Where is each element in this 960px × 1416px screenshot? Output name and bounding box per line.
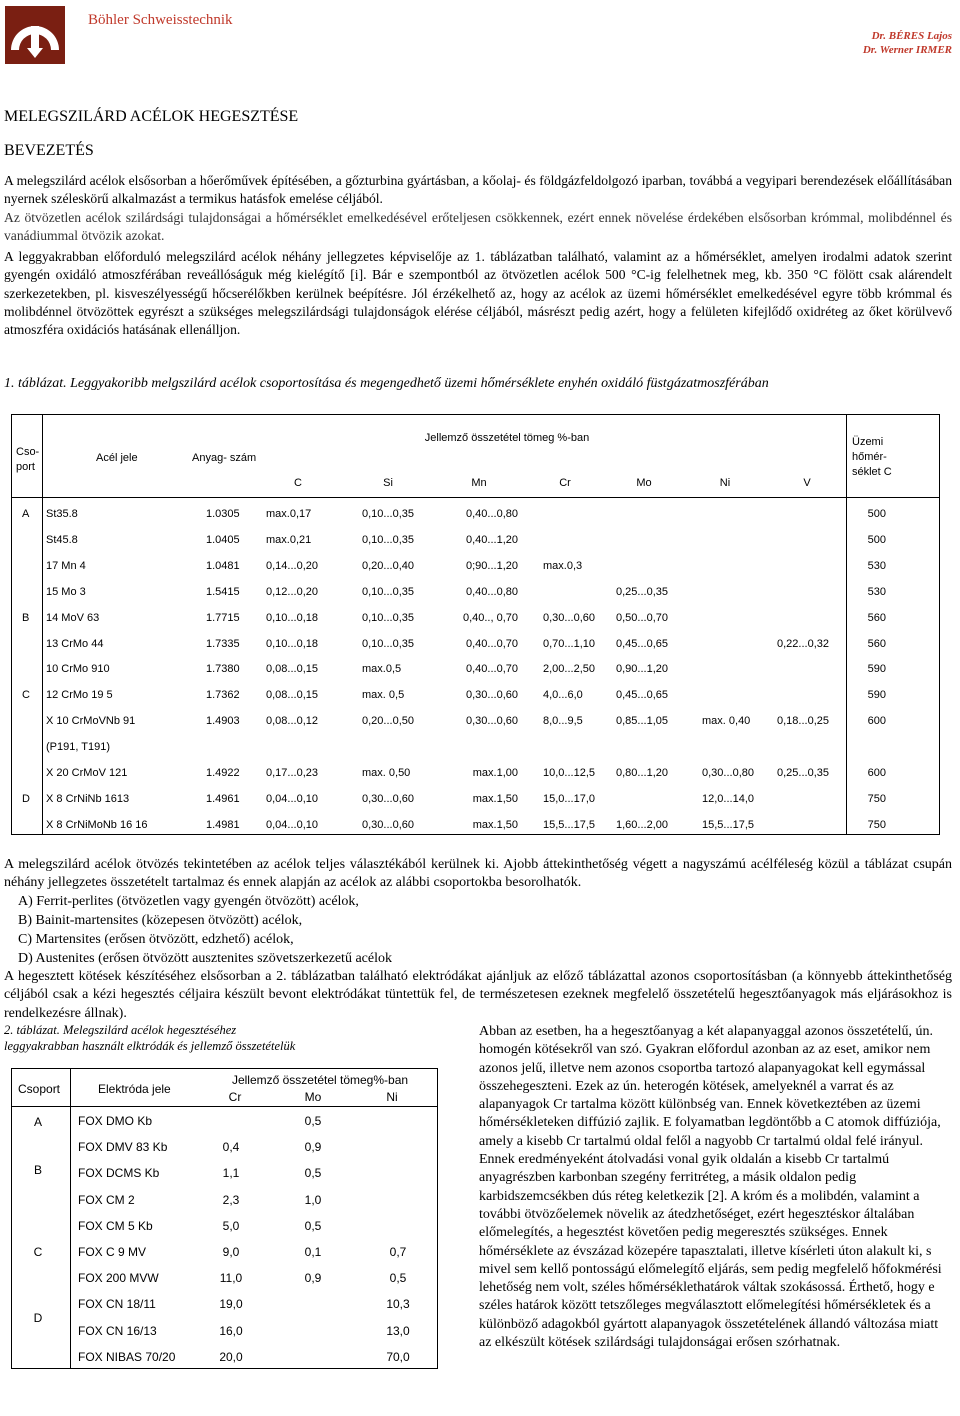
list-item: A) Ferrit-perlites (ötvözetlen vagy gyengén ötvözött) acélok, xyxy=(18,894,359,909)
table1-cell-material: 1.0405 xyxy=(206,533,240,546)
table2-cell-electrode: FOX C 9 MV xyxy=(78,1245,147,1259)
table1-cell-v: 0,22...0,32 xyxy=(777,637,829,650)
table1-cell-v: 0,18...0,25 xyxy=(777,715,829,728)
table1-cell-c: 0,10...0,18 xyxy=(266,637,318,650)
table1-header-material: Anyag- szám xyxy=(192,452,257,464)
table1-cell-temp: 590 xyxy=(867,689,886,702)
table1-cell-steel: St35.8 xyxy=(46,508,78,520)
table2-header-ni: Ni xyxy=(386,1090,398,1104)
table2-cell-electrode: FOX NIBAS 70/20 xyxy=(78,1349,176,1364)
table1-header-c: C xyxy=(294,477,302,489)
table1-cell-c: 0,04...0,10 xyxy=(266,792,318,805)
table1-cell-si: max. 0,5 xyxy=(362,689,405,702)
table1-cell-mn: 0,40...1,20 xyxy=(466,533,518,546)
table2-cell-cr: 2,3 xyxy=(222,1192,240,1207)
authors xyxy=(863,29,952,57)
table1-cell-mn: 0,40...0,80 xyxy=(466,585,518,598)
table2-cell-mo: 1,0 xyxy=(304,1192,322,1207)
table1-cell-ni: max. 0,40 xyxy=(702,715,751,728)
table1-cell-v: 0,25...0,35 xyxy=(777,767,829,779)
table1-cell-temp: 590 xyxy=(867,663,886,676)
table2-cell-ni: 0,5 xyxy=(389,1271,407,1286)
table2-caption: 2. táblázat. Melegszilárd acélok hegesztéséhez leggyakrabban használt elktródák és jellemző összetételük xyxy=(4,1023,296,1053)
table1-cell-si: 0,30...0,60 xyxy=(362,818,414,831)
table1-cell-material: 1.5415 xyxy=(206,585,240,598)
table1-cell-temp: 600 xyxy=(867,767,886,779)
table1-cell-temp: 530 xyxy=(867,585,886,598)
table1-cell-cr: 8,0...9,5 xyxy=(543,715,583,728)
table1-cell-temp: 560 xyxy=(867,611,886,624)
table1-cell-group: A xyxy=(22,508,30,520)
table1-cell-c: 0,08...0,12 xyxy=(266,715,318,728)
section-heading: BEVEZETÉS xyxy=(4,142,94,159)
table1-cell-steel: St45.8 xyxy=(46,533,78,546)
table1-cell-c: 0,08...0,15 xyxy=(266,689,318,702)
table1-cell-temp: 750 xyxy=(867,818,886,831)
table1-cell-si: 0,10...0,35 xyxy=(362,508,414,520)
table2-cell-cr: 20,0 xyxy=(219,1349,243,1364)
table2-cell-cr: 11,0 xyxy=(219,1271,243,1286)
table1-cell-material: 1.7715 xyxy=(206,611,240,624)
table1-cell-group: B xyxy=(22,611,30,624)
table1-cell-si: 0,10...0,35 xyxy=(362,533,414,546)
table1-cell-material: 1.4903 xyxy=(206,715,240,728)
table2-header-cr: Cr xyxy=(228,1090,242,1104)
table1-cell-mn: max.1,50 xyxy=(472,792,518,805)
table1-cell-mo: 0,90...1,20 xyxy=(616,663,668,676)
table1-cell-steel: 17 Mn 4 xyxy=(46,559,86,572)
table1-header-mo: Mo xyxy=(636,477,652,489)
table1-header-divider xyxy=(12,497,939,498)
paragraph-5: A hegesztett kötések készítéséhez elsősorban a 2. táblázatban található elektródákat ajánljuk az előző táblázattal azonos csoportosításban (a könnyebb áttekinthetőség céljából csak a kézi hegesztés céljaira készült bevont elektródákat tüntettük fel, de természetesen ezeknek megfelelő összetételű hegesztőanyagok más eljárásokhoz is rendelkezésre állnak). xyxy=(4,969,952,1021)
table1-cell-temp: 600 xyxy=(867,715,886,728)
table1-cell-cr: 10,0...12,5 xyxy=(543,767,595,779)
table1-cell-ni: 0,30...0,80 xyxy=(702,767,754,779)
table1-cell-cr: 0,30...0,60 xyxy=(543,611,595,624)
table1-cell-temp: 750 xyxy=(867,792,886,805)
table2-cell-electrode: FOX CN 16/13 xyxy=(78,1323,157,1338)
table1-cell-c: 0,12...0,20 xyxy=(266,585,318,598)
table1-cell-mn: max.1,50 xyxy=(472,818,518,831)
table2-cell-electrode: FOX CM 5 Kb xyxy=(78,1218,153,1233)
table1-cell-material: 1.4961 xyxy=(206,792,240,805)
list-item: D) Austenites (erősen ötvözött ausztenites szövetszerkezetű acélok xyxy=(18,951,392,966)
table1-cell-steel: X 8 CrNiMoNb 16 16 xyxy=(46,818,148,831)
table2-cell-cr: 5,0 xyxy=(222,1218,240,1233)
table1-header-composition: Jellemző összetétel tömeg %-ban xyxy=(424,432,590,444)
table1-cell-mo: 0,85...1,05 xyxy=(616,715,668,728)
table1-cell-cr: 15,5...17,5 xyxy=(543,818,595,831)
table2-cell-mo: 0,9 xyxy=(304,1271,322,1286)
table1-cell-steel: 12 CrMo 19 5 xyxy=(46,689,113,702)
table1-cell-si: 0,30...0,60 xyxy=(362,792,414,805)
table1-cell-mn: 0,40...0,80 xyxy=(466,508,518,520)
table2-cell-group: B xyxy=(33,1163,43,1177)
table2-header-group: Csoport xyxy=(18,1082,61,1096)
table1-col-divider xyxy=(846,415,847,834)
table1-caption xyxy=(4,376,769,392)
table1-cell-temp: 500 xyxy=(867,508,886,520)
table2-cell-ni: 0,7 xyxy=(389,1245,407,1259)
table1-cell-si: 0,10...0,35 xyxy=(362,637,414,650)
table1-cell-c: 0,10...0,18 xyxy=(266,611,318,624)
table2-col-divider xyxy=(70,1069,71,1368)
table2-cell-ni: 10,3 xyxy=(386,1297,410,1312)
table1-cell-material: 1.4981 xyxy=(206,818,240,831)
table2-header-mo: Mo xyxy=(304,1090,322,1104)
table1-cell-si: 0,20...0,40 xyxy=(362,559,414,572)
table1-cell-material: 1.0305 xyxy=(206,508,240,520)
table1-cell-mo: 0,80...1,20 xyxy=(616,767,668,779)
list-item: C) Martensites (erősen ötvözött, edzhető) acélok, xyxy=(18,932,294,947)
table1-cell-ni: 12,0...14,0 xyxy=(702,792,754,805)
table2-cell-electrode: FOX DCMS Kb xyxy=(78,1166,160,1181)
group-list xyxy=(18,892,392,968)
table1-cell-temp: 560 xyxy=(867,637,886,650)
electrode-table xyxy=(11,1068,438,1369)
table2-cell-ni: 70,0 xyxy=(386,1349,410,1364)
table1-cell-si: 0,10...0,35 xyxy=(362,585,414,598)
table1-cell-mo: 0,50...0,70 xyxy=(616,611,668,624)
table1-cell-steel: 13 CrMo 44 xyxy=(46,637,104,650)
table2-cell-electrode: FOX 200 MVW xyxy=(78,1271,159,1286)
table1-header-v: V xyxy=(803,477,811,489)
table2-cell-cr: 0,4 xyxy=(222,1140,240,1155)
table1-cell-si: max.0,5 xyxy=(362,663,402,676)
table1-header-temp: Üzemi hőmér- séklet C xyxy=(852,436,892,478)
table1-cell-mn: 0,40...0,70 xyxy=(466,637,518,650)
table1-cell-steel: 10 CrMo 910 xyxy=(46,663,110,676)
table1-cell-material: 1.7380 xyxy=(206,663,240,676)
table2-header-divider xyxy=(12,1106,437,1107)
table2-header-electrode: Elektróda jele xyxy=(98,1082,171,1096)
table1-cell-steel: 15 Mo 3 xyxy=(46,585,86,598)
table1-header-steel: Acél jele xyxy=(96,452,138,464)
table1-cell-material: 1.7335 xyxy=(206,637,240,650)
paragraph-2: Az ötvözetlen acélok szilárdsági tulajdonságai a hőmérséklet emelkedésével erőteljesen csökkennek, ezért ennek növelése érdekében elsősorban krómmal, molibdénnel és vanádiummal ötvözik azokat. xyxy=(4,210,952,244)
table1-cell-mo: 1,60...2,00 xyxy=(616,818,668,831)
table1-cell-mn: 0,30...0,60 xyxy=(466,689,518,702)
table1-cell-c: 0,17...0,23 xyxy=(266,767,318,779)
table1-caption-text: Leggyakoribb melgszilárd acélok csoportosítása és megengedhető üzemi hőmérséklete enyhén oxidáló füstgázatmoszférában xyxy=(70,376,769,391)
table1-cell-ni: 15,5...17,5 xyxy=(702,818,754,831)
table2-cell-group: C xyxy=(33,1245,43,1259)
table2-cell-mo: 0,5 xyxy=(304,1114,322,1128)
table2-cell-electrode: FOX DMV 83 Kb xyxy=(78,1140,168,1155)
table1-cell-si: max. 0,50 xyxy=(362,767,411,779)
table1-cell-group: D xyxy=(22,792,30,805)
paragraph-3: A leggyakrabban előforduló melegszilárd acélok néhány jellegzetes képviselője az 1. táblázatban található, valamint az a hőmérséklet, amelyen irodalmi adatok szerint gyengén oxidáló atmoszférában reveállóságuk még kielégítő [i]. Bár e szempontból az ötvözetlen acélok 500 °C-ig felelhetnek meg, kb. 350 °C fölött csak alárendelt szerkezetekben, pl. kisveszélyességű hőcserélőkben kerülnek beépítésre. Jól érzékelhető az, hogy az acélok az üzemi hőmérséklet emelkedésével egyre több krómmal és molibdénnel ötvözöttek egyrészt a szükséges melegszilárdsági tulajdonságok elérése céljából, másrészt pedig azért, hogy a felületen kifejlődő oxidréteg az őket körülvevő atmoszféra oxidációs hatásának ellenálljon. xyxy=(4,249,952,338)
paragraph-4: A melegszilárd acélok ötvözés tekintetében az acélok teljes választékából kerülnek ki. Ajobb áttekinthetőség végett a nagyszámú acélféleség közül a táblázat csupán néhány jellegzetes összetételt tartalmaz és ennek alapján az acélok az alábbi csoportokba besorolhatók. xyxy=(4,857,952,891)
table2-cell-cr: 16,0 xyxy=(219,1323,243,1338)
author-2: Dr. Werner IRMER xyxy=(862,44,952,56)
bohler-logo xyxy=(5,6,65,64)
table1-cell-mn: 0,40.., 0,70 xyxy=(462,611,518,624)
table1-cell-c: max.0,21 xyxy=(266,533,312,546)
table2-cell-ni: 13,0 xyxy=(386,1323,410,1338)
table1-cell-c: 0,14...0,20 xyxy=(266,559,318,572)
table1-cell-steel: (P191, T191) xyxy=(46,741,111,754)
table2-cell-group: D xyxy=(33,1311,43,1325)
table1-cell-mo: 0,45...0,65 xyxy=(616,689,668,702)
list-item: B) Bainit-martensites (közepesen ötvözött) acélok, xyxy=(18,913,303,928)
table1-cell-mn: 0,40...0,70 xyxy=(466,663,518,676)
table2-cell-mo: 0,9 xyxy=(304,1140,322,1155)
table1-cell-mo: 0,25...0,35 xyxy=(616,585,668,598)
table1-cell-c: max.0,17 xyxy=(266,508,312,520)
table1-caption-number: 1. táblázat. xyxy=(4,376,67,391)
steel-table xyxy=(11,414,940,835)
table1-cell-mn: 0,30...0,60 xyxy=(466,715,518,728)
table2-cell-cr: 1,1 xyxy=(222,1166,240,1181)
company-name: Böhler Schweisstechnik xyxy=(88,12,233,28)
table1-header-si: Si xyxy=(383,477,393,489)
table1-cell-mo: 0,45...0,65 xyxy=(616,637,668,650)
table2-cell-mo: 0,5 xyxy=(304,1166,322,1181)
table1-cell-cr: max.0,3 xyxy=(543,559,583,572)
table1-cell-material: 1.4922 xyxy=(206,767,240,779)
table2-cell-cr: 9,0 xyxy=(222,1245,240,1259)
table1-cell-steel: X 10 CrMoVNb 91 xyxy=(46,715,136,728)
table2-header-composition: Jellemző összetétel tömeg%-ban xyxy=(231,1073,409,1087)
table1-cell-steel: 14 MoV 63 xyxy=(46,611,100,624)
table1-cell-cr: 0,70...1,10 xyxy=(543,637,595,650)
table1-cell-steel: X 20 CrMoV 121 xyxy=(46,767,128,779)
table2-cell-cr: 19,0 xyxy=(219,1297,243,1312)
table2-cell-group: A xyxy=(33,1115,43,1129)
table1-cell-material: 1.7362 xyxy=(206,689,240,702)
table1-cell-si: 0,20...0,50 xyxy=(362,715,414,728)
table1-cell-c: 0,04...0,10 xyxy=(266,818,318,831)
author-1: Dr. BÉRES Lajos xyxy=(871,30,952,42)
table1-cell-mn: 0;90...1,20 xyxy=(466,559,518,572)
table1-cell-temp: 500 xyxy=(867,533,886,546)
table1-cell-temp: 530 xyxy=(867,559,886,572)
table2-cell-electrode: FOX CM 2 xyxy=(78,1192,135,1207)
table1-cell-mn: max.1,00 xyxy=(472,767,518,779)
table2-cell-electrode: FOX CN 18/11 xyxy=(78,1297,156,1312)
table1-cell-cr: 4,0...6,0 xyxy=(543,689,583,702)
table2-cell-mo: 0,1 xyxy=(304,1245,322,1259)
table2-cell-mo: 0,5 xyxy=(304,1218,322,1233)
table1-col-divider xyxy=(42,415,43,834)
table1-header-ni: Ni xyxy=(719,477,731,489)
table1-cell-c: 0,08...0,15 xyxy=(266,663,318,676)
document-title: MELEGSZILÁRD ACÉLOK HEGESZTÉSE xyxy=(4,108,299,125)
table1-header-cr: Cr xyxy=(559,477,571,489)
paragraph-1: A melegszilárd acélok elsősorban a hőerőművek építésében, a gőzturbina gyártásban, a kőolaj- és földgázfeldolgozó iparban, továbbá a vegyipari berendezések előállításában nyernek széleskörű alkalmazást a termikus hatásfok emelése céljából. xyxy=(4,173,952,207)
table1-cell-cr: 15,0...17,0 xyxy=(543,792,595,805)
table1-cell-cr: 2,00...2,50 xyxy=(543,663,595,676)
table1-cell-steel: X 8 CrNiNb 1613 xyxy=(46,792,130,805)
table2-cell-electrode: FOX DMO Kb xyxy=(78,1114,153,1128)
table1-header-mn: Mn xyxy=(471,477,487,489)
table1-header-group: Cso- port xyxy=(16,446,40,473)
table1-cell-si: 0,10...0,35 xyxy=(362,611,414,624)
table1-cell-group: C xyxy=(22,689,30,702)
right-column-text: Abban az esetben, ha a hegesztőanyag a két alapanyaggal azonos összetételű, ún. homogén kötésekről van szó. Gyakran előfordul azonban az az eset, amikor nem azonos jelű, illetve nem azonos csoportba tartozó alapanyagokat kell egymással összehegeszteni. Ezek az ún. heterogén kötések, amelyeknél a varrat és az alapanyagok Cr tartalma között különbség van. Ennek következtében az üzemi hőmérsékleteken diffúzió zajlik. E folyamatban legdöntőbb a C atomok diffúziója, amely a kisebb Cr tartalmú oldal felől a nagyobb Cr tartalmú oldal felé irányul. Ennek eredményeként átolvadási vonal gyik oldalán a kisebb Cr tartalmú anyagrészben karbonban szegény ferritréteg, a másik oldalon pedig karbidszemcsékben dús réteg keletkezik [2]. A króm és a molibdén, valamint a további ötvözőelemek növelik az átedzhetőséget, ezért hegesztéskor általában előmelegítés, a hegesztést követően pedig megeresztés szükséges. Ennek hőmérséklete az évszázad közepére tapasztalati, illetve kísérleti úton alakult ki, s mivel sem kellő pontosságú előmelegítő eljárás, sem pedig megfelelő hőfokmérési lehetőség nem volt, széles hőmérséklethatárok váltak szokásossá. Érthető, hogy e széles határok között tetszőleges megválasztott előmelegítési hőmérsékletek és a különböző adagokból gyártott alapanyagok összetételének állandó változása miatt az elkészült kötések szilárdsági tulajdonságai erősen szórhatnak. xyxy=(479,1024,942,1351)
table1-cell-material: 1.0481 xyxy=(206,559,240,572)
